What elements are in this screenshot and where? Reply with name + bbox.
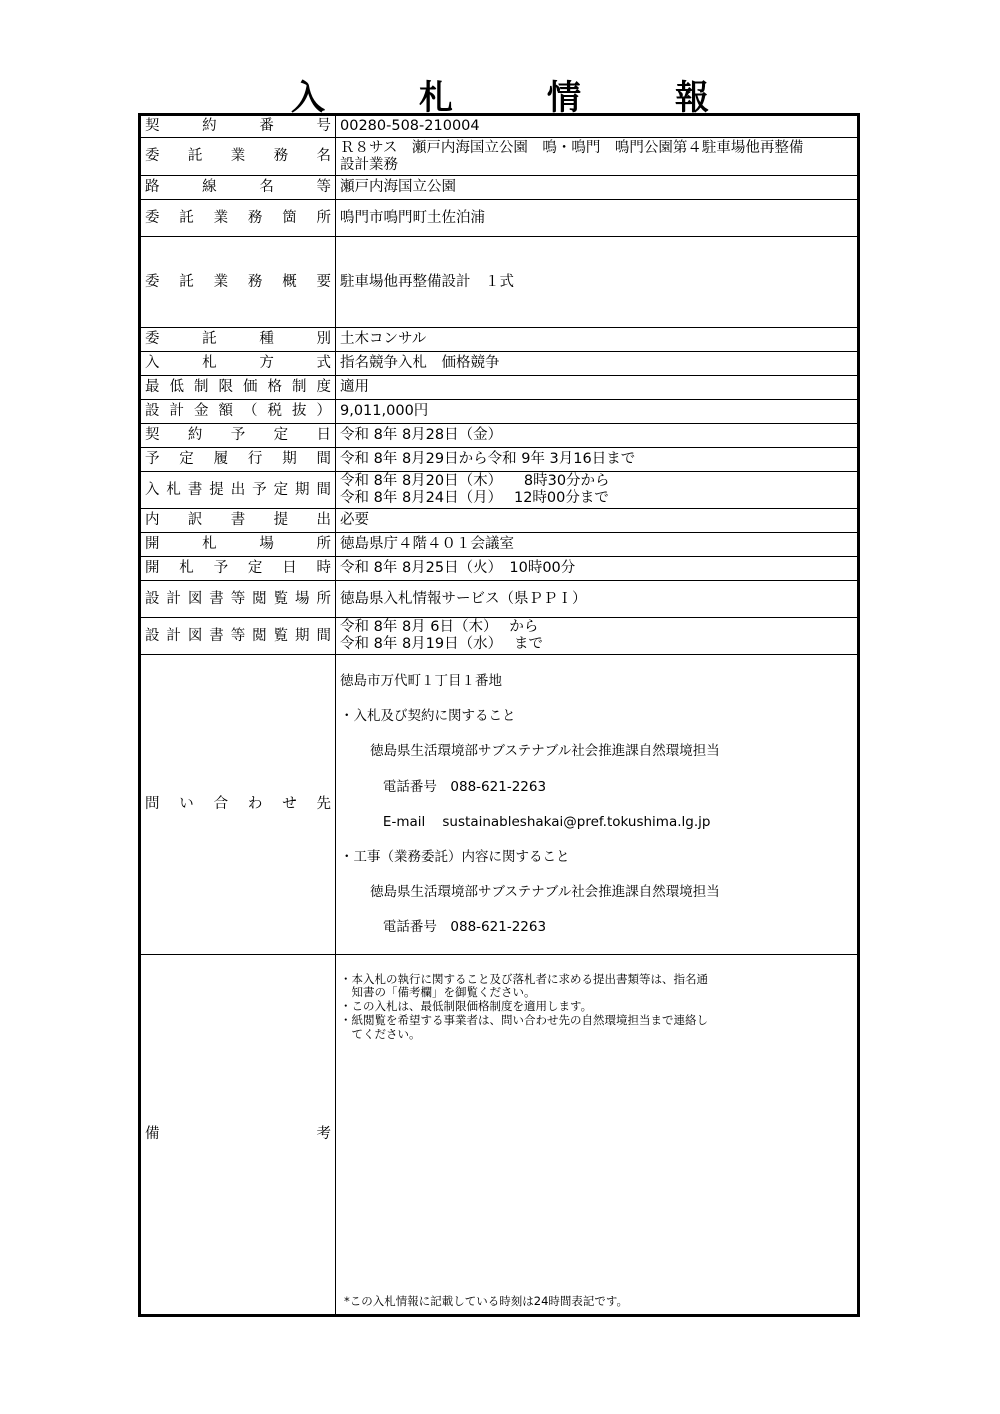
table-row [140, 581, 859, 618]
table-row [140, 200, 859, 237]
contact-line: 電話番号 088-621-2263 [340, 778, 547, 795]
contract-number-value: 00280-508-210004 [336, 115, 859, 138]
row-label-breakdown-submission: 内訳書提出 [140, 509, 336, 533]
table-row [140, 533, 859, 557]
row-label-bid-method: 入札方式 [140, 352, 336, 376]
table-row [140, 557, 859, 581]
minimum-price-system-value: 適用 [336, 376, 859, 400]
design-amount-value: 9,011,000円 [336, 400, 859, 424]
remarks-cell [336, 954, 859, 1315]
project-overview-value: 駐車場他再整備設計 １式 [336, 237, 859, 328]
row-label-contract-date: 契約予定日 [140, 424, 336, 448]
row-label-route-name: 路線名等 [140, 176, 336, 200]
table-row [140, 448, 859, 472]
project-name-value: Ｒ８サス 瀬戸内海国立公園 鳴・鳴門 鳴門公園第４駐車場他再整備 設計業務 [336, 138, 859, 176]
bid-method-value: 指名競争入札 価格競争 [336, 352, 859, 376]
row-label-contact: 問い合わせ先 [140, 655, 336, 955]
table-row [140, 328, 859, 352]
row-label-project-name: 委託業務名 [140, 138, 336, 176]
row-label-contract-number: 契約番号 [140, 115, 336, 138]
row-label-opening-place: 開札場所 [140, 533, 336, 557]
contact-line: 徳島市万代町１丁目１番地 [340, 673, 502, 689]
document-viewing-period-value: 令和 8年 8月 6日（木） から 令和 8年 8月19日（水） まで [336, 618, 859, 655]
contact-line: 電話番号 088-621-2263 [340, 919, 547, 936]
table-row [140, 954, 859, 1315]
table-row [140, 352, 859, 376]
contact-line: 徳島県生活環境部サブステナブル社会推進課自然環境担当 [340, 884, 720, 901]
contract-type-value: 土木コンサル [336, 328, 859, 352]
performance-period-value: 令和 8年 8月29日から令和 9年 3月16日まで [336, 448, 859, 472]
table-row [140, 376, 859, 400]
row-label-document-viewing-period: 設計図書等閲覧期間 [140, 618, 336, 655]
contract-date-value: 令和 8年 8月28日（金） [336, 424, 859, 448]
contact-line: ・入札及び契約に関すること [340, 708, 516, 725]
row-label-contract-type: 委託種別 [140, 328, 336, 352]
contact-line: 徳島県生活環境部サブステナブル社会推進課自然環境担当 [340, 743, 720, 760]
document-viewing-place-value: 徳島県入札情報サービス（県ＰＰＩ） [336, 581, 859, 618]
table-row [140, 472, 859, 509]
row-label-performance-period: 予定履行期間 [140, 448, 336, 472]
row-label-project-overview: 委託業務概要 [140, 237, 336, 328]
row-label-document-viewing-place: 設計図書等閲覧場所 [140, 581, 336, 618]
row-label-design-amount: 設計金額（税抜） [140, 400, 336, 424]
table-row [140, 115, 859, 138]
contact-line: ・工事（業務委託）内容に関すること [340, 849, 570, 866]
breakdown-submission-value: 必要 [336, 509, 859, 533]
bid-info-table [138, 113, 860, 1317]
table-row [140, 176, 859, 200]
project-location-value: 鳴門市鳴門町土佐泊浦 [336, 200, 859, 237]
row-label-opening-datetime: 開札予定日時 [140, 557, 336, 581]
row-label-remarks: 備 考 [140, 954, 336, 1315]
time-notation-footnote: *この入札情報に記載している時刻は24時間表記です。 [344, 1294, 628, 1308]
opening-place-value: 徳島県庁４階４０１会議室 [336, 533, 859, 557]
row-label-bid-submission-period: 入札書提出予定期間 [140, 472, 336, 509]
contact-cell [336, 655, 859, 955]
route-name-value: 瀬戸内海国立公園 [336, 176, 859, 200]
contact-email: E-mail sustainableshakai@pref.tokushima.lg.jp [340, 813, 711, 830]
row-label-minimum-price-system: 最低制限価格制度 [140, 376, 336, 400]
table-row [140, 509, 859, 533]
table-row [140, 655, 859, 955]
remarks-text: ・本入札の執行に関すること及び落札者に求める提出書類等は、指名通 知書の「備考欄」を御覧ください。 ・この入札は、最低制限価格制度を適用します。 ・紙閲覧を希望する事業者は、問い合わせ先の自然環境担当まで連絡し てください。 [340, 971, 708, 1041]
table-row [140, 400, 859, 424]
page-title: 入 札 情 報 [291, 78, 739, 118]
bid-submission-period-value: 令和 8年 8月20日（木） 8時30分から 令和 8年 8月24日（月） 12時00分まで [336, 472, 859, 509]
row-label-project-location: 委託業務箇所 [140, 200, 336, 237]
table-row [140, 618, 859, 655]
table-row [140, 237, 859, 328]
table-row [140, 424, 859, 448]
table-row [140, 138, 859, 176]
opening-datetime-value: 令和 8年 8月25日（火） 10時00分 [336, 557, 859, 581]
